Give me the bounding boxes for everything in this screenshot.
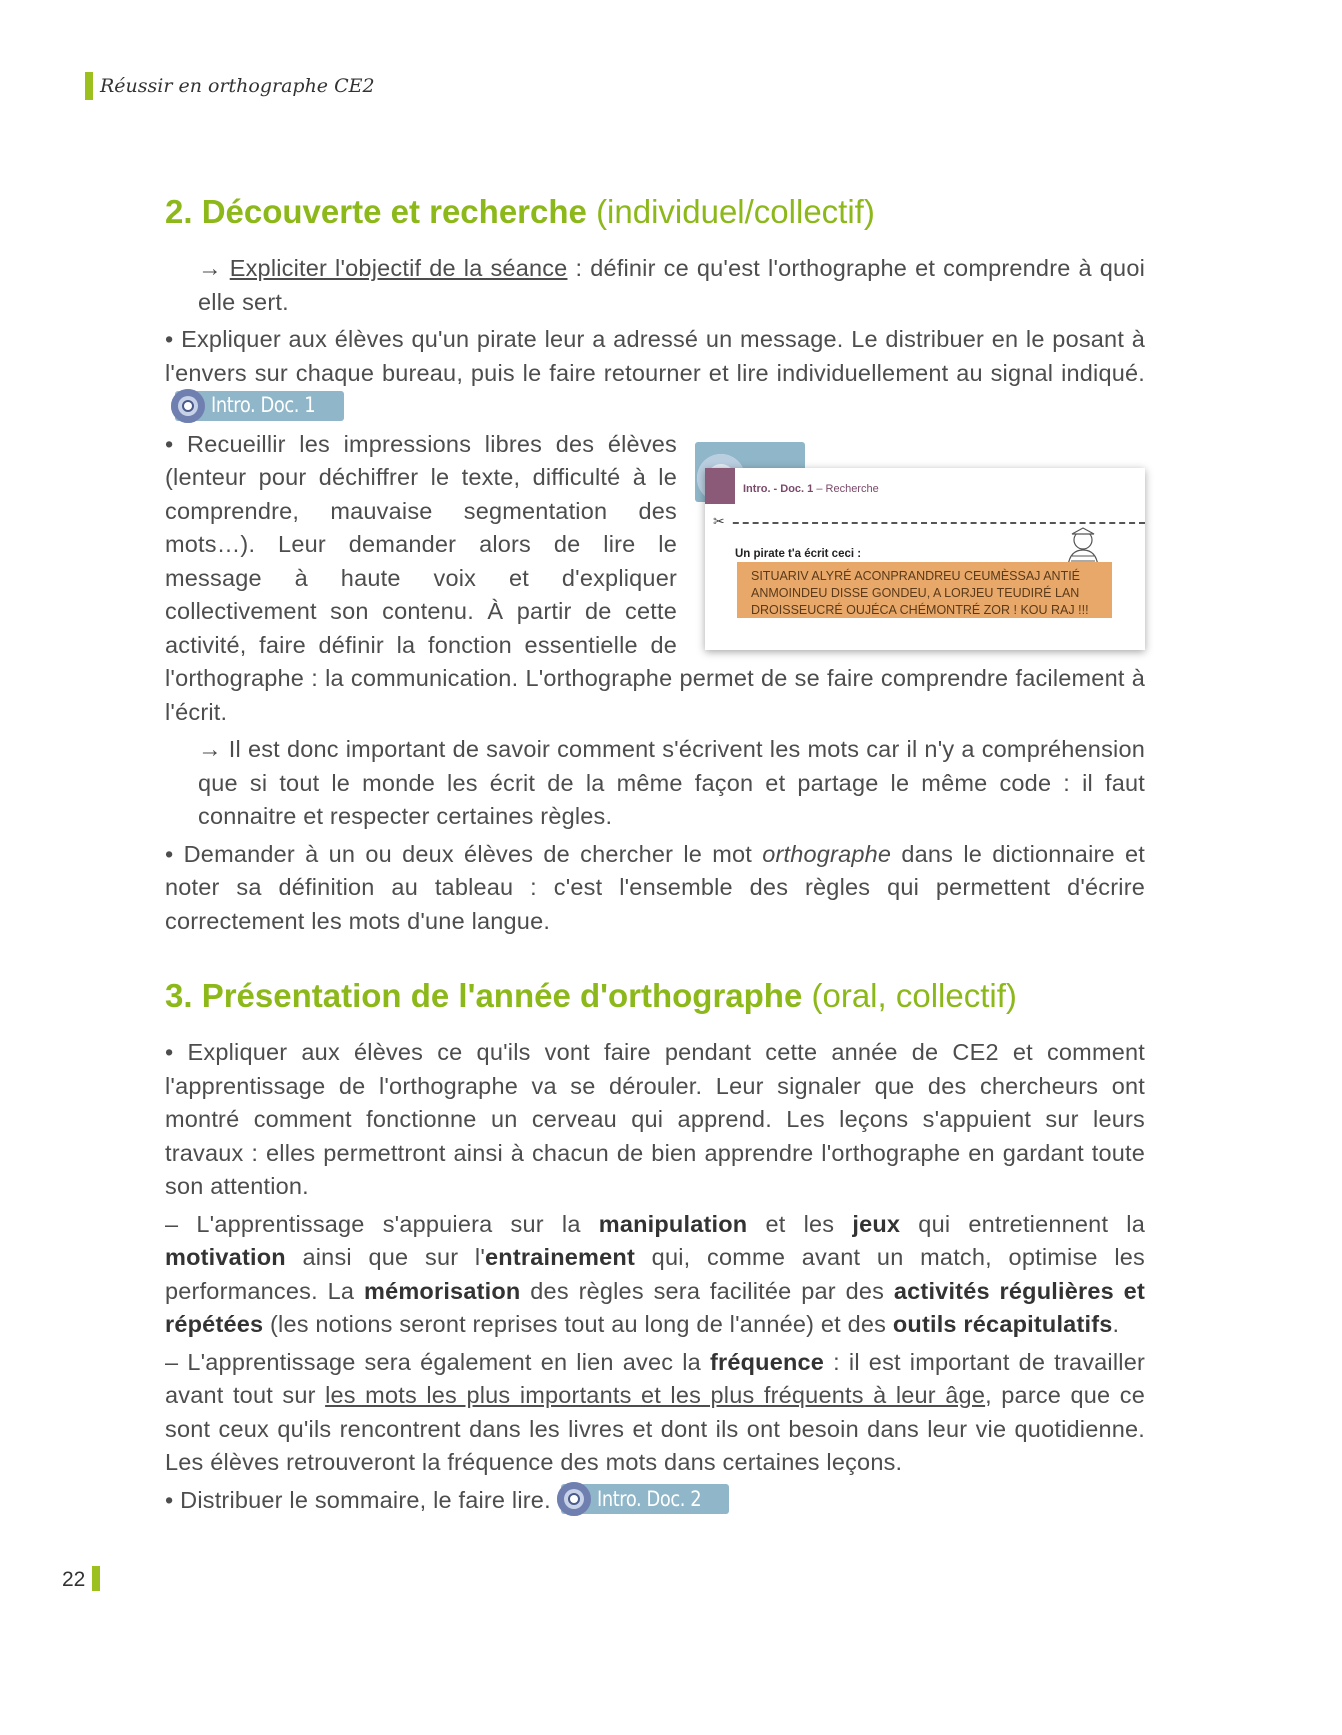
header-accent-bar (85, 72, 93, 100)
emphasis: orthographe (762, 840, 892, 867)
section-3-title: 3. Présentation de l'année d'orthographe (165, 977, 803, 1014)
pirate-message: SITUARIV ALYRÉ ACONPRANDREU CEUMÈSSAJ ANTIÉ ANMOINDEU DISSE GONDEU, A LORJEU TEUDIRÉ LAN DROISSEUCRÉ OUJÉCA CHÉMONTRÉ ZOR ! KOU RAJ !!! (737, 562, 1112, 618)
paragraph-importance: → Il est donc important de savoir comment s'écrivent les mots car il n'y a compréhension que si tout le monde les écrit de la même façon et partage le même code : il faut connaitre et respecter certaines règles. (198, 736, 1145, 829)
section-3-subtitle: (oral, collectif) (811, 977, 1017, 1014)
doc-preview (705, 442, 1145, 647)
text: dans le dictionnaire et noter sa définition au tableau : c'est l'ensemble des règles qui permettent d'écrire correctement les mots d'une langue. (165, 840, 1145, 934)
doc-card (705, 468, 1145, 650)
badge-label: Intro. Doc. 2 (596, 1486, 701, 1511)
main-content (165, 190, 1145, 1517)
paragraph-year-plan: • Expliquer aux élèves ce qu'ils vont faire pendant cette année de CE2 et comment l'apprentissage de l'orthographe va se dérouler. Leur signaler que des chercheurs ont montré comment fonctionne un cerveau qui apprend. Les leçons s'appuient sur leurs travaux : elles permettront ainsi à chacun de bien apprendre l'orthographe en gardant toute son attention. (165, 1039, 1145, 1199)
cut-line (713, 522, 1145, 524)
scissors-icon: ✂ (713, 513, 729, 530)
paragraph-pirate-message (165, 323, 1145, 424)
objective-line (165, 252, 1145, 319)
text: • Demander à un ou deux élèves de chercher le mot (165, 840, 763, 867)
section-3-heading (165, 974, 1145, 1018)
cd-icon (557, 1482, 591, 1516)
badge-label: Intro. Doc. 1 (211, 393, 316, 418)
section-2-heading (165, 190, 1145, 234)
doc-label-rest: – Recherche (813, 482, 879, 495)
paragraph-frequency: – L'apprentissage sera également en lien avec la fréquence : il est important de travailler avant tout sur les mots les plus importants et les plus fréquents à leur âge, parce que ce sont ceux qu'ils rencontrent dans les livres et dont ils ont besoin dans leur vie quotidienne. Les élèves retrouveront la fréquence des mots dans certaines leçons. (165, 1348, 1145, 1475)
cd-icon (171, 389, 205, 423)
section-2-subtitle: (individuel/collectif) (596, 193, 875, 230)
doc-badge-1[interactable] (175, 391, 344, 421)
paragraph-dictionary (165, 838, 1145, 939)
pirate-intro: Un pirate t'a écrit ceci : (735, 547, 862, 560)
doc-badge-2[interactable] (561, 1484, 730, 1514)
text: • Distribuer le sommaire, le faire lire. (165, 1486, 551, 1513)
paragraph-summary (165, 1484, 1145, 1518)
running-header: Réussir en orthographe CE2 (100, 75, 375, 97)
doc-label (743, 483, 879, 495)
arrow-icon: → (198, 255, 222, 281)
paragraph-text: • Expliquer aux élèves qu'un pirate leur a adressé un message. Le distribuer en le posant à l'envers sur chaque bureau, puis le faire retourner et lire individuellement au signal indiqué. (165, 326, 1145, 386)
paragraph-impressions: • Recueillir les impressions libres des élèves (lenteur pour déchiffrer le texte, difficulté à le comprendre, mauvaise segmentation des mots…). Leur demander alors de lire le message à haute voix et d'expliquer collectivement son contenu. À partir de cette activité, faire définir la fonction essentielle de l'orthographe : la communication. L'orthographe permet de se faire comprendre facilement à l'écrit. (165, 430, 1145, 725)
objective-label: Expliciter l'objectif de la séance (229, 255, 568, 281)
pirate-icon (1060, 526, 1106, 566)
section-2-title: 2. Découverte et recherche (165, 193, 587, 230)
doc-label-bold: Intro. - Doc. 1 (743, 482, 814, 495)
page-number: 22 (62, 1568, 86, 1591)
doc-marker (705, 468, 735, 504)
objective-text: : définir ce qu'est l'orthographe et comprendre à quoi elle sert. (198, 255, 1146, 315)
page-accent-bar (92, 1566, 100, 1591)
paragraph-manipulation: – L'apprentissage s'appuiera sur la manipulation et les jeux qui entretiennent la motivation ainsi que sur l'entrainement qui, comme avant un match, optimise les performances. La mémorisation des règles sera facilitée par des activités régulières et répétées (les notions seront reprises tout au long de l'année) et des outils récapitulatifs. (165, 1210, 1145, 1337)
